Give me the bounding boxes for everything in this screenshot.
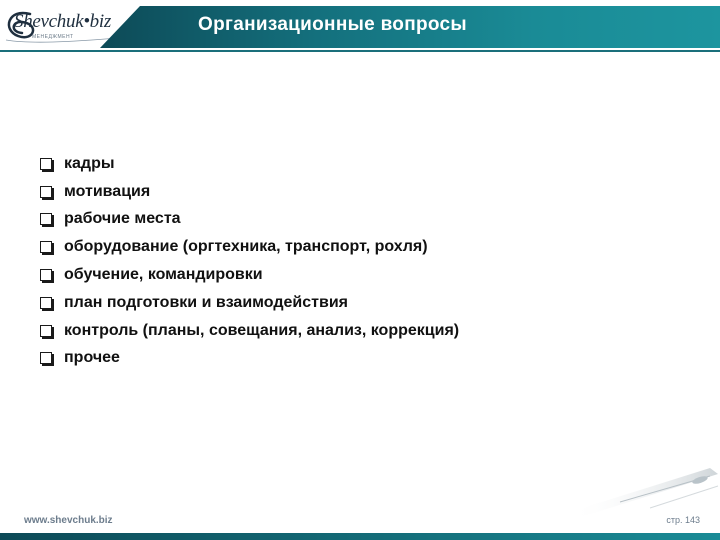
footer-bar	[0, 533, 720, 540]
checkbox-icon	[40, 213, 52, 225]
bullet-text: кадры	[64, 154, 115, 172]
checkbox-icon	[40, 269, 52, 281]
footer-website: www.shevchuk.biz	[24, 515, 113, 526]
bullet-list	[40, 150, 459, 372]
checkbox-icon	[40, 241, 52, 253]
bullet-item	[40, 345, 459, 373]
bullet-text: рабочие места	[64, 210, 181, 228]
bullet-item	[40, 233, 459, 261]
bullet-item	[40, 206, 459, 234]
bullet-text: контроль (планы, совещания, анализ, коррекция)	[64, 321, 460, 339]
bullet-item	[40, 261, 459, 289]
bullet-text: план подготовки и взаимодействия	[64, 293, 348, 311]
bullet-text: обучение, командировки	[64, 266, 263, 284]
bullet-text: мотивация	[64, 182, 151, 200]
checkbox-icon	[40, 297, 52, 309]
logo-text: Shevchuk•biz	[14, 11, 111, 32]
slide-title: Организационные вопросы	[198, 14, 467, 35]
bullet-text: оборудование (оргтехника, транспорт, рохля)	[64, 238, 428, 256]
page-number: стр. 143	[666, 515, 700, 525]
bullet-text: прочее	[64, 349, 120, 367]
header-divider	[0, 50, 720, 52]
checkbox-icon	[40, 158, 52, 170]
bullet-item	[40, 150, 459, 178]
checkbox-icon	[40, 352, 52, 364]
checkbox-icon	[40, 186, 52, 198]
logo-subtext: МЕНЕДЖМЕНТ	[32, 34, 74, 40]
bullet-item	[40, 317, 459, 345]
bullet-item	[40, 178, 459, 206]
checkbox-icon	[40, 325, 52, 337]
pen-icon	[560, 450, 720, 520]
bullet-item	[40, 289, 459, 317]
